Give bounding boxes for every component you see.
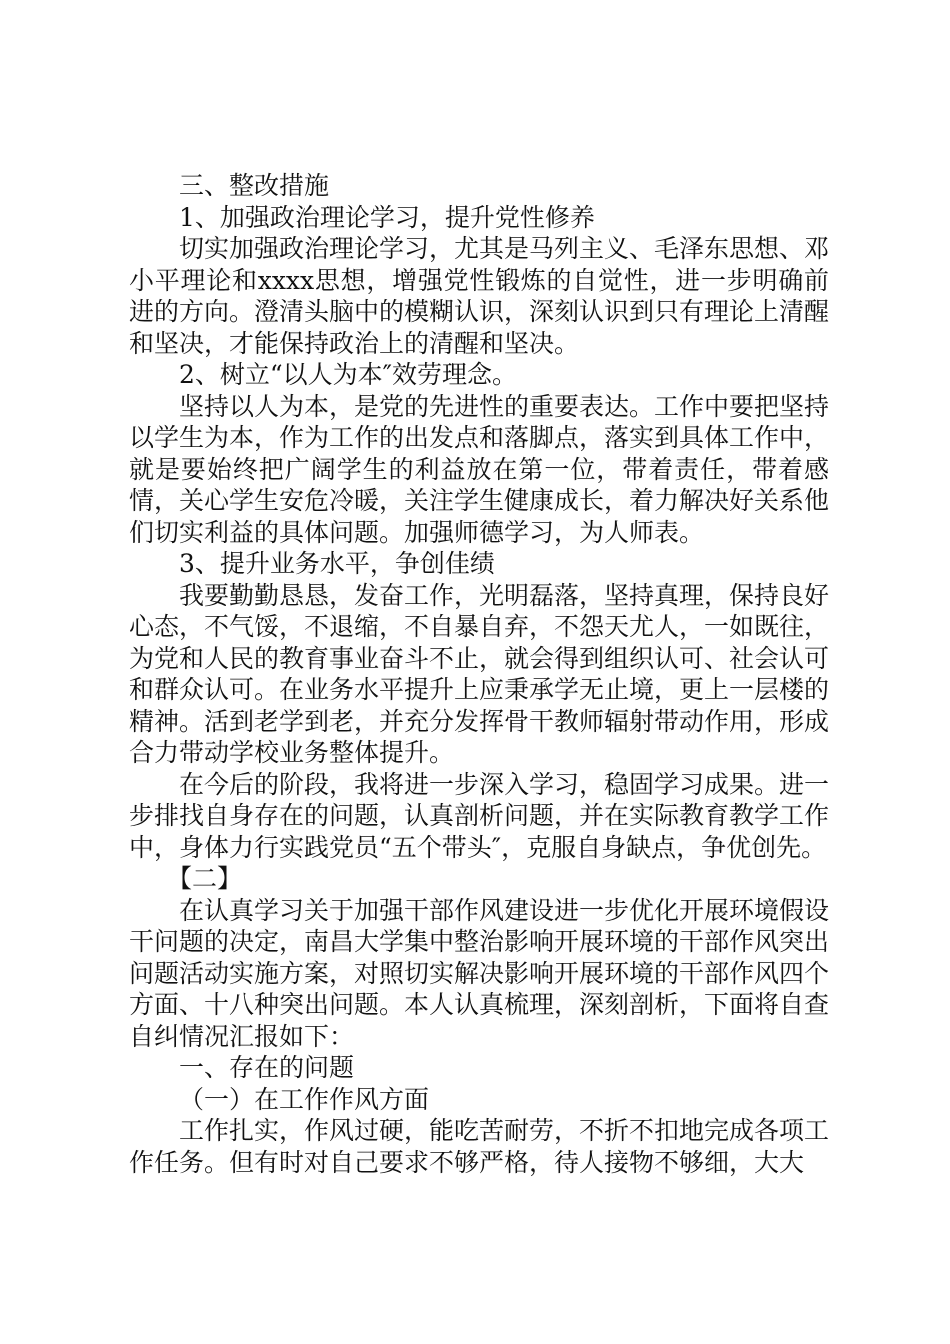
paragraph-future-plan: 在今后的阶段，我将进一步深入学习，稳固学习成果。进一步排找自身存在的问题，认真剖析问题，并在实际教育教学工作中，身体力行实践党员“五个带头″，克服自身缺点，争优创先。 (129, 769, 830, 862)
paragraph-work-style: 工作扎实，作风过硬，能吃苦耐劳，不折不扣地完成各项工作任务。但有时对自己要求不够严格，待人接物不够细，大大 (129, 1116, 830, 1177)
paragraph-political-study: 切实加强政治理论学习，尤其是马列主义、毛泽东思想、邓小平理论和xxxx思想，增强党性锻炼的自觉性，进一步明确前进的方向。澄清头脑中的模糊认识，深刻认识到只有理论上清醒和坚决，才能保持政治上的清醒和坚决。 (129, 234, 830, 358)
section-heading-problems: 一、存在的问题 (179, 1053, 355, 1082)
subheading-people-oriented: 2、树立“以人为本″效劳理念。 (179, 360, 518, 389)
part-two-heading: 【二】 (167, 864, 243, 893)
subheading-business-level: 3、提升业务水平，争创佳绩 (179, 549, 495, 578)
document-body (129, 170, 829, 1178)
section-heading-rectification: 三、整改措施 (179, 171, 330, 200)
subheading-work-style: （一）在工作作风方面 (179, 1084, 430, 1114)
paragraph-business-level: 我要勤勤恳恳，发奋工作，光明磊落，坚持真理，保持良好心态，不气馁，不退缩，不自暴自弃，不怨天尤人，一如既往，为党和人民的教育事业奋斗不止，就会得到组织认可、社会认可和群众认可。在业务水平提升上应秉承学无止境，更上一层楼的精神。活到老学到老，并充分发挥骨干教师辐射带动作用，形成合力带动学校业务整体提升。 (129, 580, 830, 767)
paragraph-people-oriented: 坚持以人为本，是党的先进性的重要表达。工作中要把坚持以学生为本，作为工作的出发点和落脚点，落实到具体工作中，就是要始终把广阔学生的利益放在第一位，带着责任，带着感情，关心学生安危冷暖，关注学生健康成长，着力解决好关系他们切实利益的具体问题。加强师德学习，为人师表。 (129, 391, 830, 547)
subheading-political-study: 1、加强政治理论学习，提升党性修养 (179, 202, 595, 232)
paragraph-introduction: 在认真学习关于加强干部作风建设进一步优化开展环境假设干问题的决定，南昌大学集中整治影响开展环境的干部作风突出问题活动实施方案，对照切实解决影响开展环境的干部作风四个方面、十八种突出问题。本人认真梳理，深刻剖析，下面将自查自纠情况汇报如下： (129, 895, 830, 1051)
